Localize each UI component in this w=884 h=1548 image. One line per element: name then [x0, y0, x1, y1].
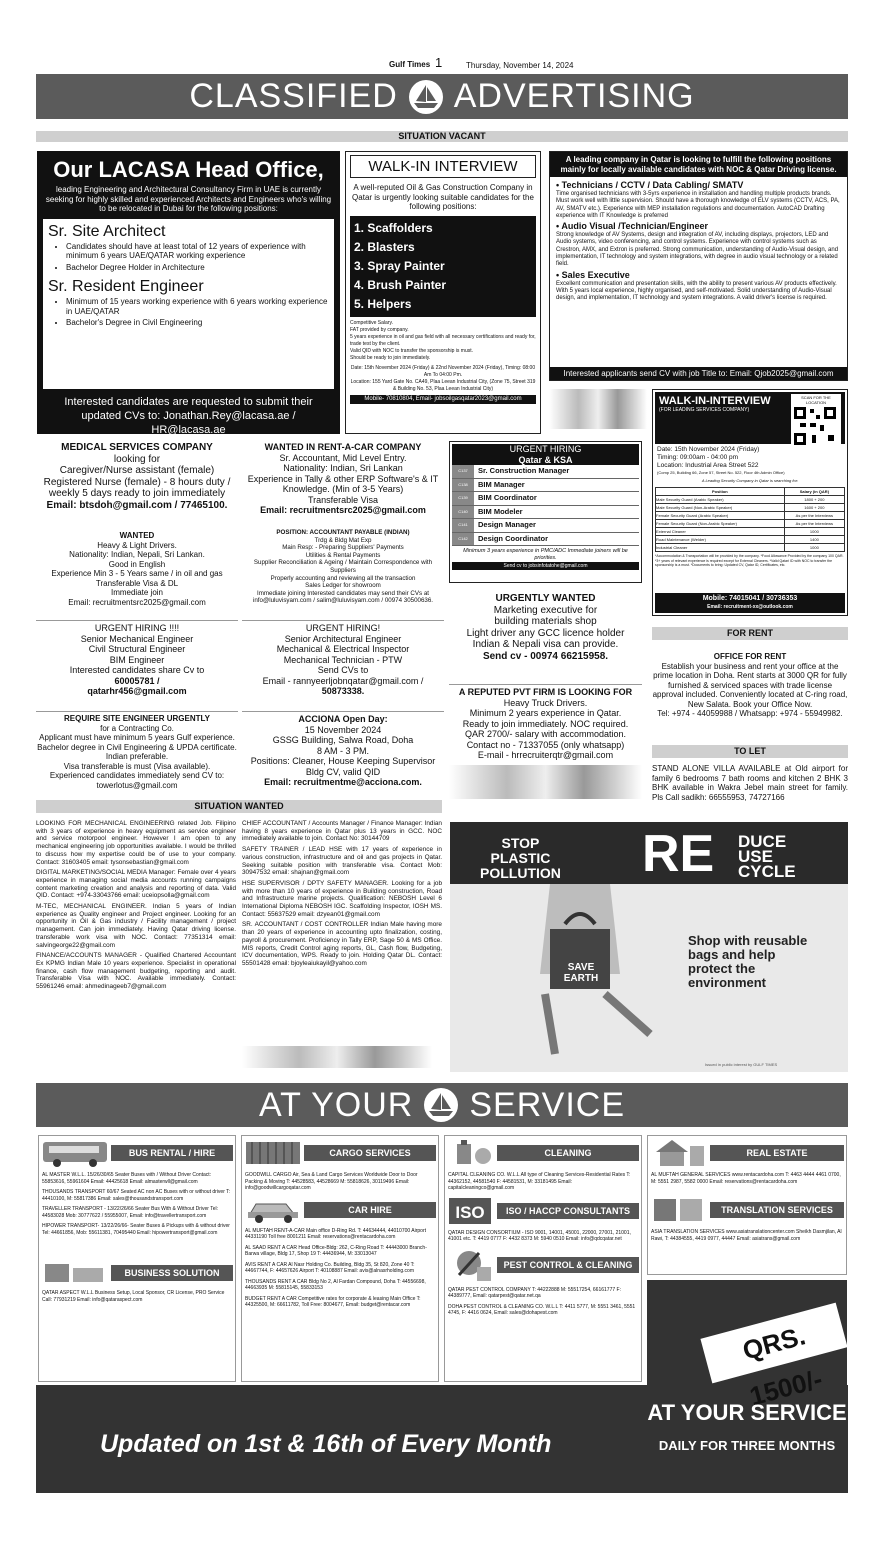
truck-driver-ad	[449, 684, 642, 761]
for-rent-heading: FOR RENT	[652, 627, 848, 640]
job-title: Sr. Construction Manager	[478, 466, 570, 475]
banner-left: CLASSIFIED	[189, 77, 398, 115]
wanted-line: Nationality: Indian, Nepali, Sri Lankan.	[69, 550, 205, 559]
siteeng-email: towerlotus@gmail.com	[96, 780, 178, 790]
ad-pollution: POLLUTION	[480, 865, 561, 881]
job-title: Design Coordinator	[478, 533, 549, 543]
tech-role-3-label: Sales Executive	[561, 269, 630, 280]
business-title: BUSINESS SOLUTION	[111, 1265, 233, 1281]
security-walkin-ad	[652, 389, 848, 616]
promo-title: AT YOUR SERVICE	[647, 1400, 847, 1425]
mech-hiring-ad	[36, 620, 238, 697]
table-row	[656, 520, 845, 528]
urgent-qa-title: URGENT HIRING	[452, 444, 639, 455]
office-tel: Tel: +974 - 44059988 / Whatsapp: +974 - 55949982.	[657, 709, 843, 718]
service-listing: AL MUFTAH GENERAL SERVICES www.rentacardoha.com T: 4463 4444 4461 0700, M: 5551 2987, 5582 0000 Email: reservations@rentacardoha.com	[651, 1172, 841, 1185]
lacasa-title: Our LACASA Head Office,	[53, 157, 324, 182]
walkin-item: 5. Helpers	[354, 296, 412, 311]
ad-use: USE	[738, 847, 773, 866]
security-salary-table	[655, 487, 845, 552]
table-cell: Female Security Guard (Non-Arabic Speaker)	[656, 520, 785, 528]
truck-email: E-mail - hrrecruiterqtr@gmail.com	[477, 750, 614, 760]
wanted-line: Experience Min 3 - 5 Years same / in oil and gas	[51, 569, 223, 578]
urgent-qa-note: Minimum 3 years experience in PMC/ADC Immediate joiners will be priorities.	[463, 548, 628, 561]
rentacar-line: Experience in Tally & other ERP Software's & IT Knowledge. (Min of 3-5 Years)	[247, 473, 439, 494]
urgent-qa-sub: Qatar & KSA	[452, 455, 639, 466]
tech-title: A leading company in Qatar is looking to fulfill the following positions mainly for locally available candidates with NOC & Qatar Driving license.	[550, 152, 847, 177]
ad-stop: STOP	[501, 835, 540, 851]
wanted-entry: DIGITAL MARKETING/SOCIAL MEDIA Manager: Female over 4 years experience in managing social media accounts running campaigns content marketing creation and analysis and reporting of data. Valid QID. Contact: +974-33043766 email: uceiopsolla@gmail.com	[36, 869, 236, 900]
accountant-ad	[242, 529, 444, 605]
wanted-entry: M-TEC, MECHANICAL ENGINEER. Indian 5 years of Indian experience as Quality engineer and Project engineer. Looking for an opportunity in Oil & Gas industry / Facility management / project management. Can join immediately. Having Qatar driving license. transferable work visa with NOC. Contact: 77351314 email: salvingeorge22@gmail.com	[36, 903, 236, 949]
wanted-entry: FINANCE/ACCOUNTS MANAGER - Qualified Chartered Accountant Ex KPMG Indian Male 10 years experience. Specialist in operational finance, cash flow management budgeting, reporting and audit. Transferable Visa with NOC. Available immediately. Contact: 55961246 email: ahmedinageeb7@gmail.com	[36, 952, 236, 991]
job-code: C138	[452, 479, 474, 492]
security-walkin-location-detail: (Comp 25, Building 66, Zone 57, Street No. 522, Floor 4th Admin Office)	[657, 470, 785, 475]
table-row	[656, 544, 845, 552]
truck-line: Heavy Truck Drivers.	[503, 697, 588, 708]
wanted-entry: HSE SUPERVISOR / DPTY SAFETY MANAGER. Looking for a job with more than 10 years of experience in Building construction, Road and Infrastructure marine projects. Qualification: NEBOSH Level 6 International Diploma NEBOSH IGC. Scaffolding Inspector, IOSH MS. Contact: 55637529 email: dzyean01@gmail.com	[242, 879, 442, 918]
walkin-note: FAT provided by company.	[350, 326, 409, 333]
service-banner	[36, 1083, 848, 1127]
table-row	[656, 536, 845, 544]
truck-title: A REPUTED PVT FIRM IS LOOKING FOR	[458, 687, 633, 697]
accountant-email: info@luluvisyam.com / salim@luluvisyam.com / 00974 30500636.	[252, 597, 434, 605]
tech-role-2-desc: Strong knowledge of AV Systems, design and integration of AV, including displays, projectors, LED and Audio systems, video conferencing, and control systems. Experience with control systems such as Crestron, AMX, and Extron is preferred. Strong communication, understanding of Audio-Visual design, and implementation, IT technology and system integrations, with degree in audio visual technology or a related field.	[556, 232, 839, 268]
arch-line: Senior Architectural Engineer	[284, 633, 402, 644]
arch-line: Mechanical & Electrical Inspector	[276, 644, 410, 654]
security-walkin-mobile: Mobile: 74015041 / 30736353	[702, 595, 798, 602]
medical-line: weekly 5 days ready to join immediately	[48, 488, 226, 499]
medical-title: MEDICAL SERVICES COMPANY	[61, 442, 213, 453]
service-listing: AVIS RENT A CAR Al Nasr Holding Co. Building, Bldg 35, St 820, Zone 40 T: 44667744, F: 44657626 Airport T: 40108887 Email: avis@alnasrholding.com	[245, 1261, 415, 1274]
cleaning-icon	[447, 1138, 497, 1168]
service-listing: THOUSANDS TRANSPORT 60/67 Seated AC non AC Buses with or without driver T: 44410100, M: 55817386 Email: sales@thousandstransport.com	[42, 1189, 231, 1202]
service-listing: QATAR PEST CONTROL COMPANY T: 44222888 M: 55517254, 66161777 F: 44389777, Email: qatarpest@qatar.net.qa	[448, 1286, 621, 1299]
table-cell: As per the Interviews	[784, 512, 844, 520]
promo-sub: DAILY FOR THREE MONTHS	[658, 1438, 836, 1453]
tech-role-1: • Technicians / CCTV / Data Cabling/ SMATV	[556, 180, 744, 190]
office-title: OFFICE FOR RENT	[713, 652, 787, 661]
wanted-line: Transferable Visa & DL	[95, 578, 179, 588]
service-listing: THOUSANDS RENT A CAR Bldg No 2, Al Fardan Compound, Doha T: 44556698, 44663935 M: 55815145, 55833153	[245, 1278, 426, 1291]
job-code: C137	[452, 465, 474, 478]
wanted-title: WANTED	[119, 531, 155, 540]
siteeng-line: Visa transferable is must (Visa available).	[63, 761, 211, 771]
wanted-entry: SR. ACCOUNTANT / COST CONTROLLER Indian Male having more than 20 years of experience in accounting upto finalization, costing, payroll & procurement. Proficiency in Tally ERP, Sage 50 & MS Office. MIS reports, Credit Control aging reports, GL, Cash flow, Budgeting, ICV documentation, WPS. Ready to join. Holding Qatar DL. Contact: 55501428 email: bjoyleaiukayil@yahoo.com	[242, 921, 442, 967]
security-walkin-date: Date: 15th November 2024 (Friday)	[657, 446, 760, 453]
job-title: BIM Coordinator	[478, 493, 537, 502]
security-walkin-head: A Leading Security Company in Qatar is searching for:	[701, 478, 799, 483]
lacasa-ad	[37, 151, 340, 434]
tech-role-2: • Audio Visual /Technician/Engineer	[556, 221, 709, 232]
walkin-note: 5 years experience in oil and gas field with all necessary certifications and ready for, trade test by the client.	[350, 333, 536, 347]
truck-line: Minimum 2 years experience in Qatar.	[469, 708, 622, 718]
walkin-note: Should be ready to join immediately.	[350, 354, 431, 361]
list-item	[452, 479, 639, 493]
accountant-line: Main Resp: - Preparing Suppliers' Payments	[282, 544, 404, 552]
pest-control-icon	[447, 1247, 497, 1283]
cargo-container-icon	[244, 1138, 304, 1168]
paper-name: Gulf Times	[389, 60, 431, 69]
iso-icon	[447, 1196, 497, 1226]
tech-ad	[549, 151, 848, 381]
lacasa-p2-degree: • Bachelor's Degree in Civil Engineering	[66, 318, 329, 328]
security-walkin-title: WALK-IN-INTERVIEW	[659, 395, 771, 407]
accountant-title: POSITION: ACCOUNTANT PAYABLE (INDIAN)	[276, 529, 410, 536]
rentacar-line: Nationality: Indian, Sri Lankan	[283, 463, 403, 473]
ad-duce: DUCE	[738, 832, 787, 851]
service-listing: AL MASTER W.L.L. 15/26/30/65 Seater Buses with / Without Driver Contact: 55853616, 55961604 Email: 44425618 Email: almasterwll@gmail.com	[42, 1172, 212, 1185]
table-cell: External Cleaner	[656, 528, 785, 536]
table-row	[656, 528, 845, 536]
service-listing: TRAVELLER TRANSPORT - 13/22/26/66 Seater Bus With & Without Driver Tel: 44583028 Mob: 30777622 / 55955007, Email: info@travellertransport.com	[42, 1206, 218, 1219]
service-listing: QATAR DESIGN CONSORTIUM - ISO 9001, 14001, 45001, 22000, 27001, 21001, 41001 etc. T: 4419 0777 F: 4432 8373 M: 5940 0510 Email: info@qdcqatar.net	[448, 1229, 631, 1242]
walkin-title: WALK-IN INTERVIEW	[350, 155, 536, 178]
villa-ad: STAND ALONE VILLA AVAILABLE at Old airport for family 6 bedrooms 7 bath rooms and kitchen 2 BHK 3 BHK available in Wakra Jebel main street for family. Pls Call sadikh: 66555953, 74727166	[652, 764, 848, 802]
accountant-line: Sales Ledger for showroom	[305, 582, 381, 590]
accountant-line: Supplier Reconciliation & Ageing / Maintain Correspondence with Suppliers	[253, 559, 433, 574]
arch-line: Send CVs to	[317, 665, 369, 675]
divider-gradient	[242, 1046, 432, 1068]
tech-role-3: • Sales Executive	[556, 269, 630, 280]
bus-title: BUS RENTAL / HIRE	[111, 1145, 233, 1161]
walkin-contact: Mobile- 70810804, Email- jobsoilgasqatar2023@gmail.com	[350, 395, 536, 404]
lacasa-p1-degree: • Bachelor Degree Holder in Architecture	[66, 263, 329, 273]
list-item	[452, 533, 639, 547]
table-header: Position	[656, 488, 785, 496]
urgently-wanted-ad	[449, 593, 642, 662]
siteeng-title: REQUIRE SITE ENGINEER URGENTLY	[64, 714, 210, 723]
lacasa-position-1: Sr. Site Architect	[48, 222, 166, 240]
acciona-ad	[242, 711, 444, 788]
tech-role-2-label: Audio Visual /Technician/Engineer	[561, 221, 709, 232]
siteeng-line: Applicant must have minimum 5 years Gulf experience. Bachelor degree in Civil Engineering & UPDA certificate. Indian preferable.	[37, 733, 237, 761]
acciona-email: Email: recruitmentme@acciona.com.	[264, 777, 422, 787]
service-col-2	[241, 1135, 439, 1382]
list-item	[452, 506, 639, 520]
walkin-ad	[345, 151, 541, 434]
dhow-logo-icon	[421, 1087, 461, 1123]
walkin-item: 2. Blasters	[354, 239, 415, 254]
table-row	[656, 512, 845, 520]
dhow-logo-icon	[406, 79, 446, 115]
table-cell: 1000	[784, 528, 844, 536]
realestate-title: REAL ESTATE	[710, 1145, 844, 1161]
urgently-line: building materials shop	[494, 616, 597, 627]
accountant-line: Immediate joining Interested candidates may send their CVs at	[257, 589, 429, 597]
rentacar-email: Email: recruitmentsrc2025@gmail.com	[260, 505, 426, 515]
walkin-item: 4. Brush Painter	[354, 277, 447, 292]
tech-role-3-desc: Excellent communication and presentation skills, with the ability to present various AV products effectively. With 5 years local experience, highly organised, and self-motivated. Solid understanding of Audio-Visual design, and implementation, IT technology and system integrations. A valid driver's license is required.	[556, 280, 837, 302]
wanted-entry: LOOKING FOR MECHANICAL ENGINEERING related Job. Filipino with 3 years of experience in heavy equipment as service engineer and service motorpool engineer. However I am open to any mechanical engineering job opportunities available. I would be thrilled to discuss how my expertise could be of use to your company. Contact: 31603405 email: tysonsebastian@gmail.com	[36, 820, 236, 866]
table-cell: 1800 + 200	[784, 496, 844, 504]
site-engineer-ad	[36, 711, 238, 790]
carhire-title: CAR HIRE	[304, 1202, 436, 1218]
promo-updated: Updated on 1st & 16th of Every Month	[100, 1430, 552, 1458]
real-estate-icon	[650, 1138, 710, 1168]
promo-price: QRS. 1500/-	[700, 1303, 847, 1384]
job-code: C142	[452, 533, 474, 546]
urgently-line: Indian & Nepali visa can provide.	[472, 639, 619, 650]
acciona-line: Bldg CV, valid QID	[305, 766, 381, 777]
rentacar-line: Sr. Accountant, Mid Level Entry.	[279, 452, 407, 463]
siteeng-line: Experienced candidates immediately send CV to:	[49, 771, 225, 780]
table-cell: 1600 + 200	[784, 504, 844, 512]
mech-title: URGENT HIRING !!!!	[94, 623, 180, 633]
wanted-line: Heavy & Light Drivers.	[97, 540, 177, 550]
mech-line: BIM Engineer	[109, 654, 165, 665]
ad-credit: Issued in public interest by GULF TIMES	[705, 1062, 778, 1067]
lacasa-footer: Interested candidates are requested to submit their updated CVs to: Jonathan.Rey@lacasa.ae / HR@lacasa.ae	[64, 395, 313, 436]
lacasa-p2-req: • Minimum of 15 years working experience with 6 years working experience in UAE/QATAR	[66, 297, 329, 316]
accountant-line: Trdg & Bldg Mat Exp	[314, 536, 372, 544]
qr-code-icon[interactable]	[792, 405, 838, 447]
table-cell: Road Maintenance (Welder)	[656, 536, 785, 544]
walkin-positions	[350, 216, 536, 317]
walkin-note: Valid QID with NOC to transfer the sponsorship is must.	[350, 347, 474, 354]
table-cell: 1000	[784, 544, 844, 552]
table-row	[656, 504, 845, 512]
wanted-line: Immediate join	[110, 588, 164, 597]
job-title: BIM Manager	[478, 479, 525, 489]
medical-ad	[36, 442, 238, 511]
accountant-line: Properly accounting and reviewing all the transaction	[270, 574, 416, 582]
page-number: 1	[435, 55, 443, 70]
arch-line: Mechanical Technician - PTW	[283, 654, 403, 665]
accountant-line: Utilities & Rental Payments	[305, 551, 381, 559]
to-let-heading: TO LET	[652, 745, 848, 758]
divider-gradient	[549, 389, 647, 429]
cleaning-title: CLEANING	[497, 1145, 639, 1161]
qr-caption: SCAN FOR THE LOCATION	[801, 395, 831, 405]
iso-title: ISO / HACCP CONSULTANTS	[497, 1203, 639, 1219]
rentacar-title: WANTED IN RENT-A-CAR COMPANY	[264, 442, 422, 452]
service-banner-left: AT YOUR	[258, 1085, 414, 1124]
service-listing: AL MUFTAH RENT-A-CAR Main office D-Ring Rd. T: 44634444, 44010700 Airport 44331190 Toll free 8001211 Email: reservations@rentacardoha.com	[245, 1227, 427, 1240]
service-col-3	[444, 1135, 642, 1382]
walkin-date: Date: 15th November 2024 (Friday) & 22nd November 2024 (Friday), Timing: 08:00 Am To 04:00 Pm.	[350, 364, 536, 378]
service-col-4	[647, 1135, 847, 1275]
list-item	[452, 519, 639, 533]
job-code: C140	[452, 506, 474, 519]
list-item	[452, 465, 639, 479]
ad-shop-text: Shop with reusable bags and help protect the environment	[688, 933, 808, 990]
siteeng-line: for a Contracting Co.	[100, 723, 174, 733]
medical-line: Caregiver/Nurse assistant (female)	[59, 465, 215, 476]
mech-phone: 60005781 /	[114, 675, 160, 686]
service-listing: DOHA PEST CONTROL & CLEANING CO. W.L.L T: 4411 5777, M: 5551 3461, 5551 4745, F: 4416 0624, Email: sales@dohapest.com	[448, 1303, 636, 1316]
truck-line: QAR 2700/- salary with accommodation.	[464, 729, 627, 739]
job-title: Design Manager	[478, 520, 536, 529]
service-banner-right: SERVICE	[469, 1085, 626, 1124]
arch-phone: 50873338.	[321, 686, 365, 696]
service-listing: ASIA TRANSLATION SERVICES www.asiatranslationcenter.com Sheikh Dasmjilan, Al Rawi, T: 44384555, 4419 0977, 44447 Email: asiatrans@gmail.com	[651, 1229, 842, 1242]
wanted-entry: SAFETY TRAINER / LEAD HSE with 17 years of experience in various construction, infrastructure and oil and gas projects in Qatar. Seeking suitable position with transferable visa. Contact Mob: 30947532 email: shajnan@gmail.com	[242, 846, 442, 877]
medical-email: Email: btsdoh@gmail.com / 77465100.	[46, 499, 228, 511]
wanted-email: Email: recruitmentsrc2025@gmail.com	[68, 597, 206, 607]
office-body: Establish your business and rent your office at the prime location in Doha. Rent starts at 3000 QR for fully furnished & serviced spaces with trade license approval included. Conveniently located at C-ring road, New Salata. Book your Office Now.	[652, 661, 848, 709]
tech-role-1-desc: Time organised technicians with 3-5yrs experience in installation and handling multiple products brands. Must work well with little supervision. Should have a thorough knowledge of ELV systems (CCTV, ACS, PA, AV, SMATV etc.). Experience with MEP installation regulations and documentation. AutoCAD Drafting experience with IT Knowledge is preferred	[556, 191, 840, 219]
service-listing: BUDGET RENT A CAR Competitive rates for corporate & leasing Main Office T: 44325500, M: 66611782, Toll Free: 8004677, Email: budget@rentacar.com	[245, 1295, 421, 1308]
list-item	[452, 492, 639, 506]
security-walkin-time: Timing: 09:00am - 04:00 pm	[657, 454, 739, 461]
cargo-title: CARGO SERVICES	[304, 1145, 436, 1161]
ad-re: RE	[642, 825, 715, 883]
mech-line: Interested candidates share Cv to	[69, 665, 205, 675]
rentacar-line: Transferable Visa	[307, 494, 379, 505]
urgently-contact: Send cv - 00974 66215958.	[482, 650, 609, 662]
wanted-entry: CHIEF ACCOUNTANT / Accounts Manager / Finance Manager: Indian having 8 years experience in Qatar plus 13 years in GCC. NOC immediately available to join. Contact No: 30144709	[242, 820, 442, 843]
ad-cycle: CYCLE	[738, 862, 796, 881]
service-col-1	[38, 1135, 236, 1382]
lacasa-position-2: Sr. Resident Engineer	[48, 278, 204, 295]
banner-right: ADVERTISING	[453, 77, 695, 115]
ad-plastic: PLASTIC	[490, 850, 551, 866]
medical-line: looking for	[113, 453, 161, 465]
urgently-title: URGENTLY WANTED	[495, 593, 596, 604]
service-listing: QATAR ASPECT W.L.L Business Setup, Local Sponsor, CR License, PRO Service Call: 77931219 Email: info@qataraspect.com	[42, 1290, 225, 1303]
urgently-line: Light driver any GCC licence holder	[466, 627, 625, 639]
security-walkin-notes: *Accommodation & Transportation will be provided by the company. *Food Allowance Provided by the company 100 QAR. *3+ years of relevant experience is required except for External Cleaners. *Valid Qatari ID with NOC to transfer the sponsorship is a must. *Documents to bring: Updated CV, Qatar ID, Certificates, etc.	[655, 554, 844, 567]
security-walkin-location: Location: Industrial Area Street 522	[657, 462, 759, 469]
pest-title: PEST CONTROL & CLEANING	[497, 1257, 639, 1273]
security-walkin-email: Email: recruitment-xx@outlook.com	[707, 604, 793, 610]
bus-icon	[41, 1138, 111, 1168]
acciona-line: 8 AM - 3 PM.	[316, 745, 369, 756]
business-icon	[41, 1260, 111, 1286]
service-listing: HIPOWER TRANSPORT- 13/22/26/66- Seater Buses & Pickups with & without driver Tel: 44661856, Mob: 55611381, 70495440 Email: hipowertransport@gmail.com	[42, 1223, 230, 1236]
table-row	[656, 496, 845, 504]
divider-gradient	[449, 765, 642, 799]
acciona-line: Positions: Cleaner, House Keeping Supervisor	[250, 756, 436, 766]
issue-date: Thursday, November 14, 2024	[466, 61, 574, 70]
walkin-item: 1. Scaffolders	[354, 220, 433, 235]
acciona-line: 15 November 2024	[304, 724, 382, 735]
table-header: Salary (in QAR)	[784, 488, 844, 496]
acciona-line: GSSG Building, Salwa Road, Doha	[272, 735, 414, 745]
service-listing: AL SAAD RENT A CAR Head Office-Bldg: 262, C-Ring Road T: 44443000 Branch-Barwa village, Bldg 17, Shop 19 T: 44436944, M: 33013047	[245, 1244, 427, 1257]
walkin-item: 3. Spray Painter	[354, 258, 445, 273]
wanted-drivers-ad	[36, 531, 238, 607]
truck-line: Contact no - 71337055 (only whatsapp)	[466, 739, 625, 750]
medical-line: Registered Nurse (female) - 8 hours duty /	[43, 476, 231, 488]
office-rent-ad	[652, 652, 848, 719]
tech-footer: Interested applicants send CV with job Title to: Email: Qjob2025@gmail.com	[550, 367, 847, 381]
urgent-hiring-qatar-ksa	[449, 441, 642, 583]
job-code: C139	[452, 492, 474, 505]
car-icon	[244, 1196, 304, 1224]
table-cell: Female Security Guard (Arabic Speaker)	[656, 512, 785, 520]
mech-line: Civil Structural Engineer	[88, 644, 186, 654]
ad-save-earth: SAVE EARTH	[563, 962, 599, 984]
table-cell: Industrial Cleaner	[656, 544, 785, 552]
walkin-note: Competitive Salary.	[350, 319, 393, 326]
situation-wanted-heading: SITUATION WANTED	[36, 800, 442, 813]
table-cell: 1400	[784, 536, 844, 544]
wanted-col-2	[242, 820, 442, 968]
wanted-line: Good in English	[108, 559, 166, 569]
security-walkin-sub: (FOR LEADING SERVICES COMPANY)	[659, 407, 750, 413]
mech-line: Senior Mechanical Engineer	[80, 633, 194, 644]
arch-title: URGENT HIRING!	[305, 623, 381, 633]
service-listing: CAPITAL CLEANING CO. W.L.L All type of Cleaning Services-Residential Rates T: 44362152, 44581540 F: 44581531, M: 33181495 Email: capitalcleaningco@gmail.com	[448, 1172, 631, 1191]
arch-email: Email - rannyeerljobnqatar@gmail.com /	[262, 675, 424, 686]
svg-text:ISO: ISO	[455, 1202, 485, 1222]
situation-vacant-heading: SITUATION VACANT	[36, 131, 848, 142]
walkin-location: Location: 155 Yard Gate No. CA49, Plaa Leean Industrial City, (Zone 75, Street 319 & Building No. 53, Plaa Leean Industrial City)	[350, 378, 536, 392]
truck-line: Ready to join immediately. NOC required.	[462, 718, 629, 729]
stop-plastic-ad	[450, 822, 848, 1072]
job-title: BIM Modeler	[478, 506, 523, 516]
urgent-qa-email: Send cv to jobsinfotatohe@gmail.com	[452, 562, 639, 570]
lacasa-intro: leading Engineering and Architectural Consultancy Firm in UAE is currently seeking for highly skilled and experienced Architects and Engineers who's willing to be relocated in Dubai for the following positions:	[45, 185, 332, 213]
translation-icon	[650, 1195, 710, 1225]
table-cell: As per the Interviews	[784, 520, 844, 528]
service-listing: GOODWILL CARGO Air, Sea & Land Cargo Services Worldwide Door to Door Packing & Moving T: 44528583, 44528669 M: 55818626, 30119496 Email: info@goodwillcargoqatar.com	[245, 1172, 418, 1191]
wanted-col-1	[36, 820, 236, 991]
table-cell: Male Security Guard (Non-Arabic Speaker)	[656, 504, 785, 512]
job-code: C141	[452, 519, 474, 532]
acciona-title: ACCIONA Open Day:	[298, 714, 388, 724]
arch-hiring-ad	[242, 620, 444, 697]
table-cell: Male Security Guard (Arabic Speaker)	[656, 496, 785, 504]
translation-title: TRANSLATION SERVICES	[710, 1202, 844, 1218]
rentacar-ad	[242, 442, 444, 516]
lacasa-p1-req: • Candidates should have at least total of 12 years of experience with minimum 6 years UAE/QATAR working experience	[66, 242, 329, 261]
mech-email: qatarhr456@gmail.com	[87, 686, 187, 696]
urgently-line: Marketing executive for	[493, 604, 598, 616]
tech-role-1-label: Technicians / CCTV / Data Cabling/ SMATV	[561, 180, 744, 190]
classified-banner	[36, 74, 848, 119]
walkin-intro: A well-reputed Oil & Gas Construction Company in Qatar is urgently looking suitable candidates for the following positions:	[352, 183, 534, 211]
